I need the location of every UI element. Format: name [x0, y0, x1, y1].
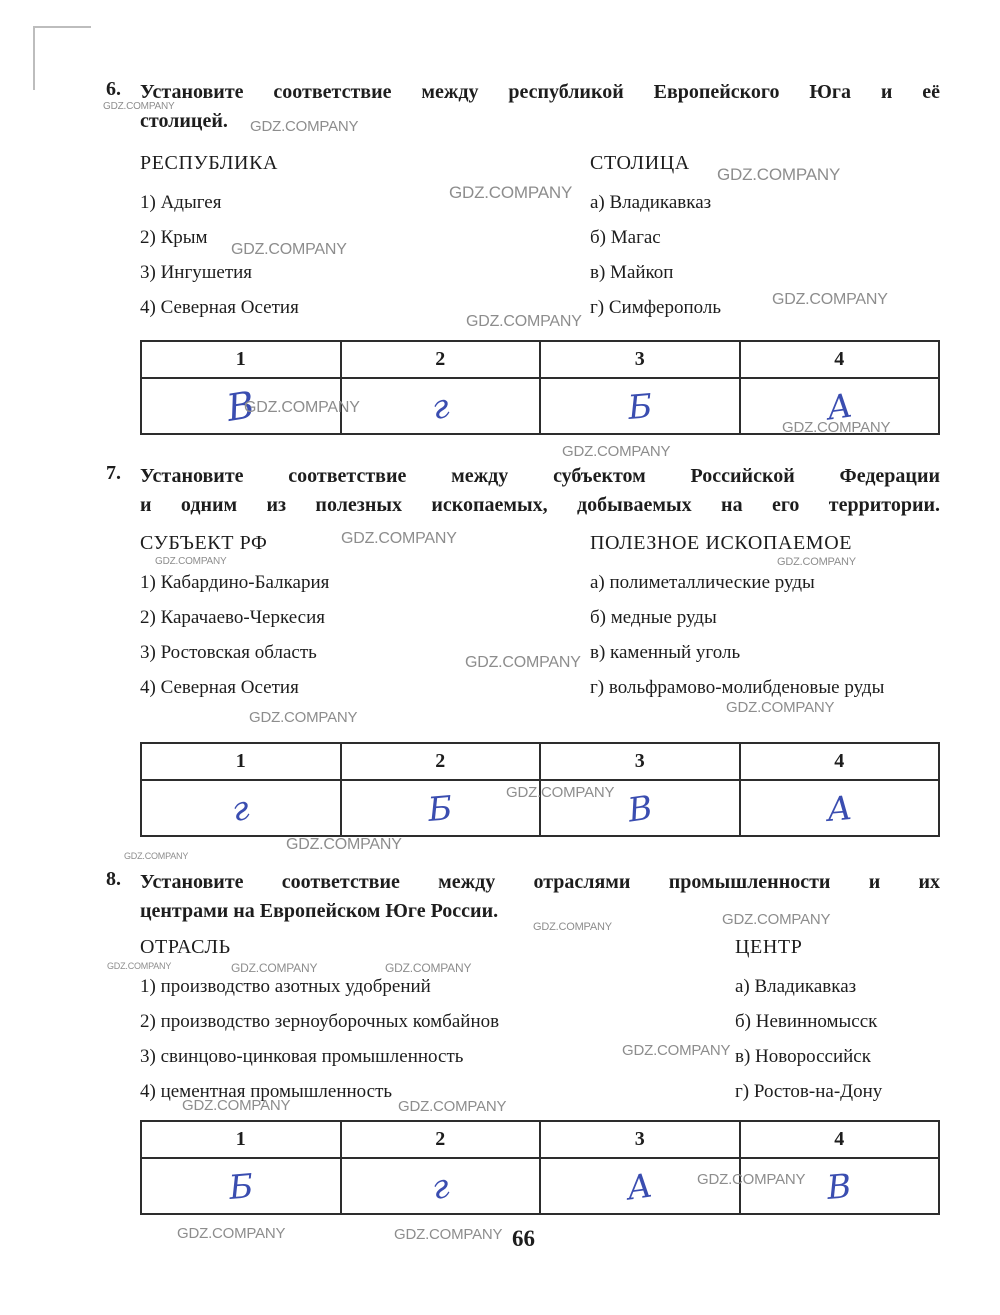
handwritten-answer: г — [228, 787, 253, 829]
table-header-cell: 1 — [141, 341, 341, 378]
matching-item: 3) Ростовская область — [140, 642, 317, 663]
answer-cell — [540, 378, 740, 434]
table-header-cell: 3 — [540, 743, 740, 780]
watermark: GDZ.COMPANY — [782, 419, 891, 436]
handwritten-answer: В — [625, 787, 655, 829]
matching-item: а) Владикавказ — [735, 976, 857, 997]
handwritten-answer: В — [825, 1165, 854, 1207]
matching-item: 3) Ингушетия — [140, 262, 253, 283]
watermark: GDZ.COMPANY — [697, 1171, 806, 1188]
matching-item: 1) Адыгея — [140, 192, 222, 213]
column-title: ПОЛЕЗНОЕ ИСКОПАЕМОЕ — [590, 532, 853, 554]
column-title: ОТРАСЛЬ — [140, 936, 231, 958]
watermark: GDZ.COMPANY — [107, 961, 172, 971]
watermark: GDZ.COMPANY — [385, 961, 472, 975]
matching-item: в) каменный уголь — [590, 642, 741, 663]
matching-item: б) Магас — [590, 227, 661, 248]
watermark: GDZ.COMPANY — [182, 1097, 291, 1114]
watermark: GDZ.COMPANY — [726, 699, 835, 716]
handwritten-answer: Б — [426, 787, 455, 829]
handwritten-answer: Б — [625, 385, 654, 427]
task-statement-line: Установите соответствие между отраслями промышленности и их — [140, 871, 940, 893]
watermark: GDZ.COMPANY — [449, 183, 573, 202]
column-title: РЕСПУБЛИКА — [140, 152, 279, 174]
answer-cell — [141, 780, 341, 836]
column-title: СУБЪЕКТ РФ — [140, 532, 268, 554]
matching-item: г) Симферополь — [590, 297, 722, 318]
table-header-cell: 2 — [341, 1121, 541, 1158]
matching-item: 2) производство зерноуборочных комбайнов — [140, 1011, 500, 1032]
table-header-cell: 1 — [141, 1121, 341, 1158]
matching-item: г) Ростов-на-Дону — [735, 1081, 883, 1102]
matching-item: 2) Крым — [140, 227, 208, 248]
watermark: GDZ.COMPANY — [777, 556, 856, 568]
matching-item: а) полиметаллические руды — [590, 572, 815, 593]
matching-item: 3) свинцово-цинковая промышленность — [140, 1046, 464, 1067]
watermark: GDZ.COMPANY — [177, 1225, 286, 1242]
matching-item: 4) цементная промышленность — [140, 1081, 393, 1102]
task-statement-line: центрами на Европейском Юге России. — [140, 900, 499, 922]
answer-cell — [141, 1158, 341, 1214]
watermark: GDZ.COMPANY — [231, 241, 347, 258]
task-statement-line: Установите соответствие между субъектом Российской Федерации — [140, 465, 940, 487]
matching-item: а) Владикавказ — [590, 192, 712, 213]
matching-item: 4) Северная Осетия — [140, 297, 299, 318]
matching-item: в) Майкоп — [590, 262, 674, 283]
matching-item: б) медные руды — [590, 607, 717, 628]
watermark: GDZ.COMPANY — [286, 836, 402, 853]
watermark: GDZ.COMPANY — [772, 291, 888, 308]
column-title: СТОЛИЦА — [590, 152, 690, 174]
column-title: ЦЕНТР — [735, 936, 803, 958]
table-header-cell: 2 — [341, 341, 541, 378]
handwritten-answer: Б — [226, 1165, 255, 1207]
handwritten-answer: А — [825, 787, 854, 829]
watermark: GDZ.COMPANY — [398, 1098, 507, 1115]
watermark: GDZ.COMPANY — [341, 530, 457, 547]
task-number: 8. — [106, 868, 121, 890]
watermark: GDZ.COMPANY — [250, 118, 359, 135]
table-header-cell: 3 — [540, 341, 740, 378]
scan-edge-artifact — [33, 26, 35, 90]
answer-cell — [341, 1158, 541, 1214]
task-number: 6. — [106, 78, 121, 100]
watermark: GDZ.COMPANY — [533, 921, 612, 933]
watermark: GDZ.COMPANY — [249, 709, 358, 726]
matching-right-column — [590, 532, 942, 705]
watermark: GDZ.COMPANY — [394, 1226, 503, 1243]
matching-left-column — [140, 152, 580, 325]
matching-right-column — [735, 936, 945, 1109]
watermark: GDZ.COMPANY — [506, 784, 615, 801]
answer-cell — [341, 378, 541, 434]
table-header-cell: 4 — [740, 743, 940, 780]
handwritten-answer: г — [428, 1165, 453, 1207]
task-7-section — [106, 462, 940, 837]
table-header-cell: 3 — [540, 1121, 740, 1158]
table-header-cell: 4 — [740, 1121, 940, 1158]
answer-table — [140, 1120, 940, 1215]
watermark: GDZ.COMPANY — [717, 165, 841, 184]
matching-item: г) вольфрамово-молибденовые руды — [590, 677, 885, 698]
matching-item: 4) Северная Осетия — [140, 677, 299, 698]
matching-item: б) Невинномысск — [735, 1011, 878, 1032]
table-header-cell: 4 — [740, 341, 940, 378]
task-statement-line: столицей. — [140, 110, 228, 132]
matching-item: 1) производство азотных удобрений — [140, 976, 431, 997]
handwritten-answer: А — [624, 1164, 655, 1208]
watermark: GDZ.COMPANY — [722, 911, 831, 928]
watermark: GDZ.COMPANY — [244, 399, 360, 416]
watermark: GDZ.COMPANY — [155, 556, 227, 567]
watermark: GDZ.COMPANY — [231, 961, 318, 975]
watermark: GDZ.COMPANY — [622, 1042, 731, 1059]
task-statement-line: и одним из полезных ископаемых, добываемых на его территории. — [140, 494, 940, 516]
watermark: GDZ.COMPANY — [466, 313, 582, 330]
table-header-cell: 2 — [341, 743, 541, 780]
watermark: GDZ.COMPANY — [465, 654, 581, 671]
task-number: 7. — [106, 462, 121, 484]
watermark: GDZ.COMPANY — [103, 101, 175, 112]
answer-cell — [740, 780, 940, 836]
table-header-cell: 1 — [141, 743, 341, 780]
task-statement — [140, 462, 940, 520]
handwritten-answer: А — [824, 384, 855, 428]
matching-item: 2) Карачаево-Черкесия — [140, 607, 325, 628]
matching-item: в) Новороссийск — [735, 1046, 871, 1067]
watermark: GDZ.COMPANY — [562, 443, 671, 460]
watermark: GDZ.COMPANY — [124, 851, 189, 861]
task-statement-line: Установите соответствие между республикой Европейского Юга и её — [140, 81, 940, 103]
scan-edge-artifact — [33, 26, 91, 28]
handwritten-answer: г — [428, 385, 453, 427]
handwritten-answer: В — [223, 382, 258, 430]
matching-item: 1) Кабардино-Балкария — [140, 572, 330, 593]
page-number: 66 — [512, 1226, 535, 1251]
